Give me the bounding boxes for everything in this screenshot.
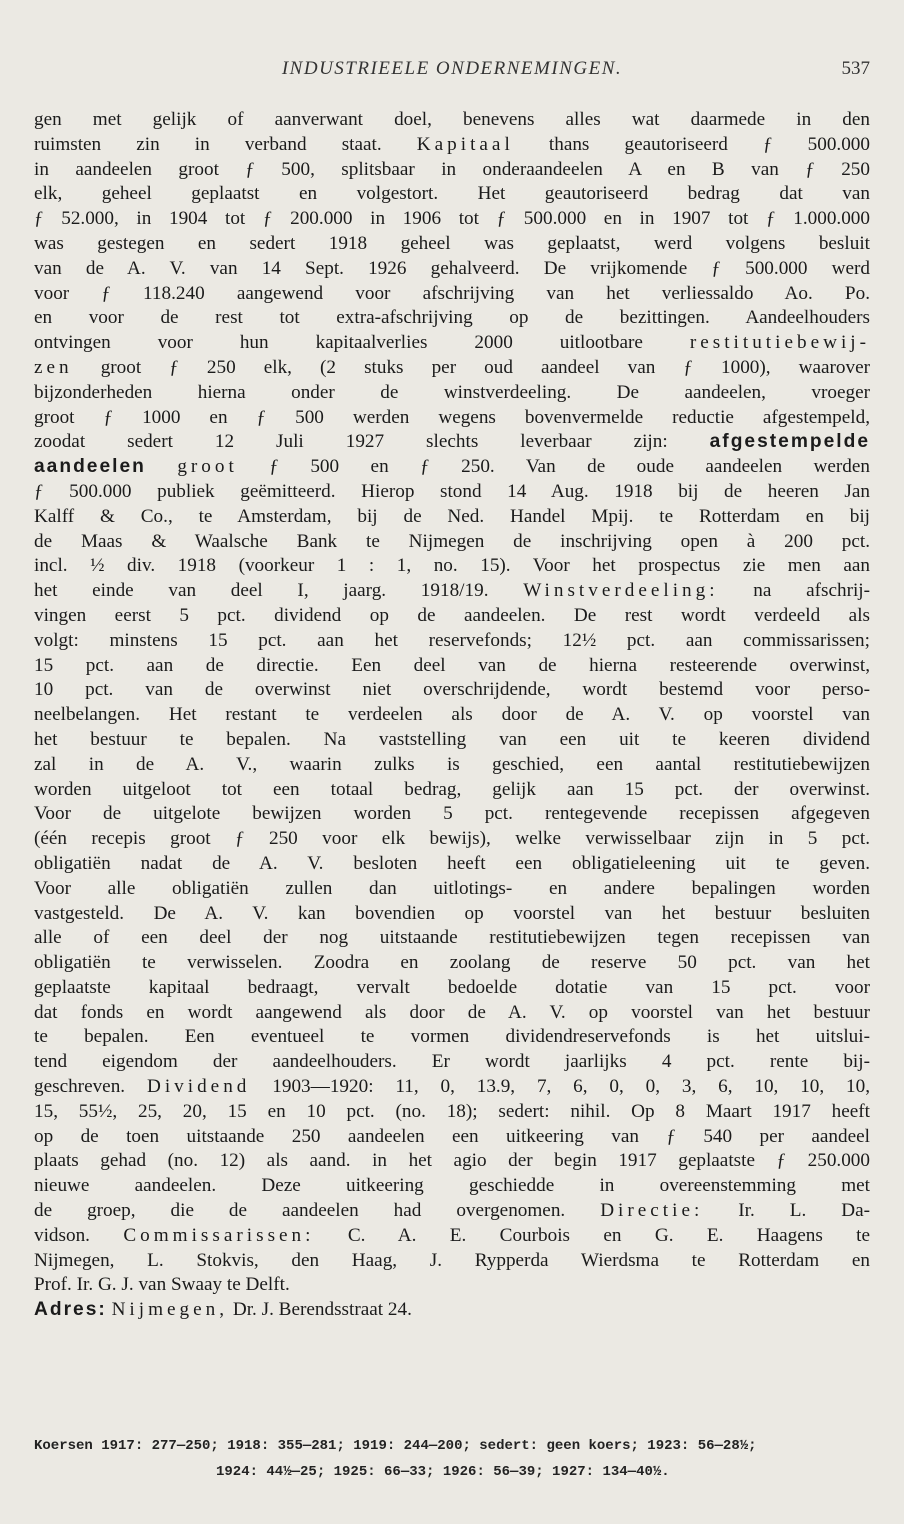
- text-line: ƒ 52.000, in 1904 tot ƒ 200.000 in 1906 tot ƒ 500.000 en in 1907 tot ƒ 1.000.000: [34, 208, 870, 230]
- text-line: 15, 55½, 25, 20, 15 en 10 pct. (no. 18); sedert: nihil. Op 8 Maart 1917 heeft: [34, 1100, 870, 1122]
- text-line: groot ƒ 1000 en ƒ 500 werden wegens bovenvermelde reductie afgestempeld,: [34, 406, 870, 428]
- text-line: alle of een deel der nog uitstaande restitutiebewijzen tegen recepissen van: [34, 927, 870, 949]
- company-entry-text: [34, 108, 870, 1323]
- text-line: geplaatste kapitaal bedraagt, vervalt bedoelde dotatie van 15 pct. voor: [34, 976, 870, 998]
- text-line: in aandeelen groot ƒ 500, splitsbaar in onderaandeelen A en B van ƒ 250: [34, 158, 870, 180]
- spaced-heading-dividend: Dividend: [146, 1076, 251, 1098]
- text-line: Kalff & Co., te Amsterdam, bij de Ned. Handel Mpij. te Rotterdam en bij: [34, 505, 870, 527]
- text-line: plaats gehad (no. 12) als aand. in het agio der begin 1917 geplaatste ƒ 250.000: [34, 1150, 870, 1172]
- text-line: vidson. Commissarissen: C. A. E. Courbois en G. E. Haagens te: [34, 1224, 870, 1246]
- spaced-term-restitutiebewijzen: restitutiebewij-: [689, 332, 870, 354]
- text-line: zen groot ƒ 250 elk, (2 stuks per oud aandeel van ƒ 1000), waarover: [34, 356, 870, 378]
- running-header: [34, 58, 870, 88]
- text-line: de Maas & Waalsche Bank te Nijmegen de inschrijving open à 200 pct.: [34, 530, 870, 552]
- koersen-line-2: 1924: 44½—25; 1925: 66—33; 1926: 56—39; 1927: 134—40½.: [216, 1464, 670, 1480]
- text-line: de groep, die de aandeelen had overgenomen. Directie: Ir. L. Da-: [34, 1200, 870, 1222]
- spaced-heading-kapitaal: Kapitaal: [416, 133, 514, 155]
- text-line: volgt: minstens 15 pct. aan het reservefonds; 12½ pct. aan commissarissen;: [34, 629, 870, 651]
- text-line: tend eigendom der aandeelhouders. Er wordt jaarlijks 4 pct. rente bij-: [34, 1051, 870, 1073]
- text-line: zoodat sedert 12 Juli 1927 slechts leverbaar zijn: afgestempelde: [34, 431, 870, 453]
- text-line: ƒ 500.000 publiek geëmitteerd. Hierop stond 14 Aug. 1918 bij de heeren Jan: [34, 480, 870, 502]
- text-line: dat fonds en wordt aangewend als door de A. V. op voorstel van het bestuur: [34, 1001, 870, 1023]
- text-line: Prof. Ir. G. J. van Swaay te Delft.: [34, 1274, 290, 1296]
- spaced-heading-commissarissen: Commissarissen:: [123, 1224, 315, 1246]
- text-line: obligatiën te verwisselen. Zoodra en zoolang de reserve 50 pct. van het: [34, 952, 870, 974]
- text-line: vingen eerst 5 pct. dividend op de aandeelen. De rest wordt verdeeld als: [34, 604, 870, 626]
- text-line: ruimsten zin in verband staat. Kapitaal thans geautoriseerd ƒ 500.000: [34, 133, 870, 155]
- address-line: Adres: Nijmegen, Dr. J. Berendsstraat 24.: [34, 1299, 412, 1321]
- text-line: worden uitgeloot tot een totaal bedrag, gelijk aan 15 pct. der overwinst.: [34, 778, 870, 800]
- text-line: obligatiën nadat de A. V. besloten heeft een obligatieleening uit te geven.: [34, 852, 870, 874]
- text-line: aandeelen groot ƒ 500 en ƒ 250. Van de oude aandeelen werden: [34, 456, 870, 478]
- text-line: het bestuur te bepalen. Na vaststelling van een uit te keeren dividend: [34, 728, 870, 750]
- text-line: Voor de uitgelote bewijzen worden 5 pct. rentegevende recepissen afgegeven: [34, 803, 870, 825]
- text-line: ontvingen voor hun kapitaalverlies 2000 uitlootbare restitutiebewij-: [34, 332, 870, 354]
- text-line: te bepalen. Een eventueel te vormen dividendreservefonds is het uitslui-: [34, 1026, 870, 1048]
- text-line: was gestegen en sedert 1918 geheel was geplaatst, werd volgens besluit: [34, 232, 870, 254]
- spaced-heading-winstverdeeling: Winstverdeeling:: [523, 580, 719, 602]
- text-line: geschreven. Dividend 1903—1920: 11, 0, 13.9, 7, 6, 0, 0, 3, 6, 10, 10, 10,: [34, 1076, 870, 1098]
- text-line: 15 pct. aan de directie. Een deel van de hierna resteerende overwinst,: [34, 654, 870, 676]
- price-quotations: [34, 1433, 870, 1485]
- text-line: Nijmegen, L. Stokvis, den Haag, J. Rypperda Wierdsma te Rotterdam en: [34, 1249, 870, 1271]
- text-line: neelbelangen. Het restant te verdeelen als door de A. V. op voorstel van: [34, 704, 870, 726]
- text-line: gen met gelijk of aanverwant doel, benevens alles wat daarmede in den: [34, 109, 870, 130]
- page-number: 537: [841, 58, 870, 79]
- bold-heading-adres: Adres:: [34, 1299, 107, 1321]
- text-line: voor ƒ 118.240 aangewend voor afschrijving van het verliessaldo Ao. Po.: [34, 282, 870, 304]
- spaced-heading-directie: Directie:: [600, 1200, 704, 1222]
- text-line: op de toen uitstaande 250 aandeelen een uitkeering van ƒ 540 per aandeel: [34, 1125, 870, 1147]
- text-line: 10 pct. van de overwinst niet overschrijdende, wordt bestemd voor perso-: [34, 679, 870, 701]
- text-line: (één recepis groot ƒ 250 voor elk bewijs), welke verwisselbaar zijn in 5 pct.: [34, 828, 870, 850]
- text-line: en voor de rest tot extra-afschrijving op de bezittingen. Aandeelhouders: [34, 307, 870, 329]
- text-line: incl. ½ div. 1918 (voorkeur 1 : 1, no. 15). Voor het prospectus zie men aan: [34, 555, 870, 577]
- text-line: bijzonderheden hierna onder de winstverdeeling. De aandeelen, vroeger: [34, 381, 870, 403]
- koersen-line-1: Koersen 1917: 277—250; 1918: 355—281; 1919: 244—200; sedert: geen koers; 1923: 56—28½;: [34, 1438, 757, 1454]
- text-line: het einde van deel I, jaarg. 1918/19. Winstverdeeling: na afschrij-: [34, 580, 870, 602]
- text-line: vastgesteld. De A. V. kan bovendien op voorstel van het bestuur besluiten: [34, 902, 870, 924]
- text-line: Voor alle obligatiën zullen dan uitlotings- en andere bepalingen worden: [34, 877, 870, 899]
- text-line: nieuwe aandeelen. Deze uitkeering geschiedde in overeenstemming met: [34, 1175, 870, 1197]
- bold-term-aandeelen: aandeelen: [34, 456, 146, 478]
- bold-term-afgestempelde: afgestempelde: [709, 431, 870, 453]
- running-title: INDUSTRIEELE ONDERNEMINGEN.: [281, 58, 623, 79]
- text-line: van de A. V. van 14 Sept. 1926 gehalveerd. De vrijkomende ƒ 500.000 werd: [34, 257, 870, 279]
- text-line: zal in de A. V., waarin zulks is geschied, een aantal restitutiebewijzen: [34, 753, 870, 775]
- text-line: elk, geheel geplaatst en volgestort. Het geautoriseerd bedrag dat van: [34, 183, 870, 205]
